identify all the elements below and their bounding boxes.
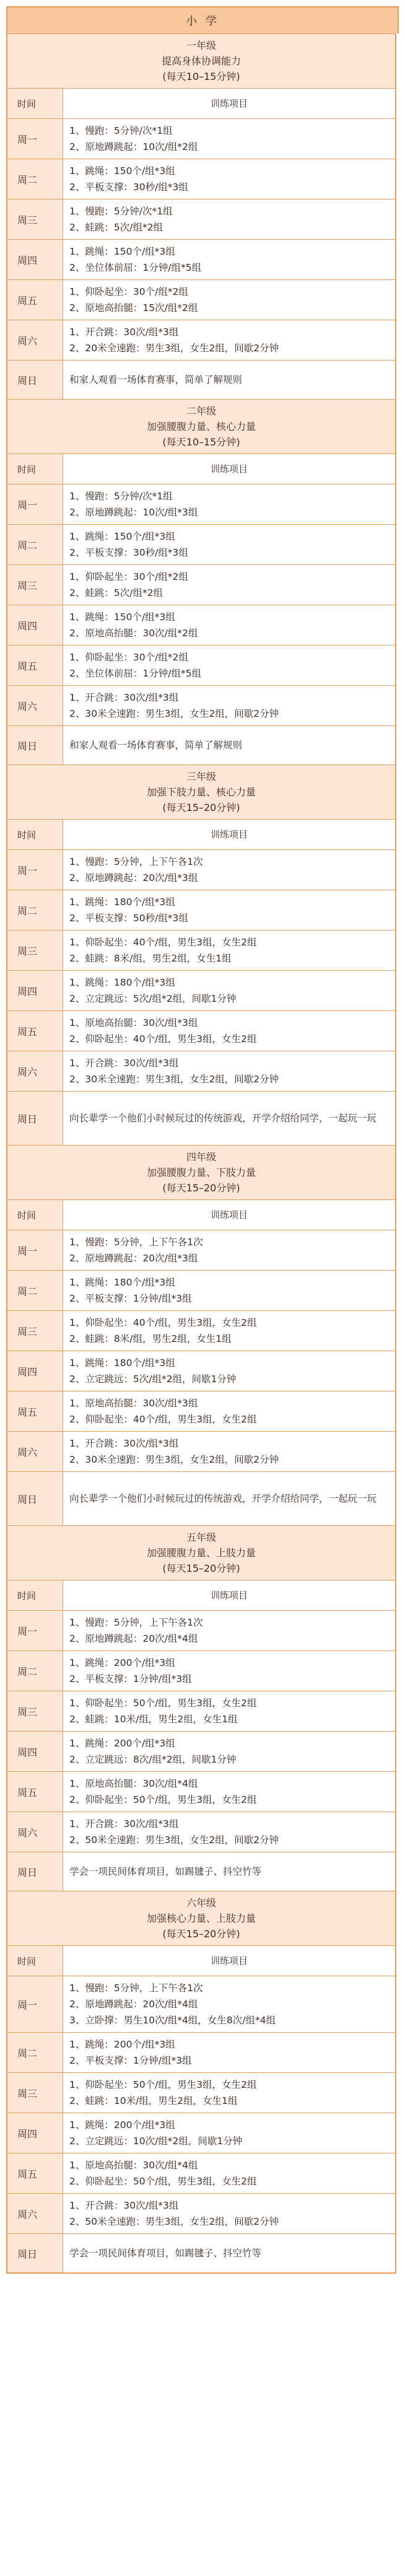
- day-label: 周六: [7, 2194, 63, 2233]
- plan-cell: [63, 1051, 395, 1091]
- plan-cell: [63, 1230, 395, 1270]
- table-row: [7, 320, 395, 361]
- day-label: 周五: [7, 1772, 63, 1812]
- plan-line: 2、平板支撑：1分钟/组*3组: [69, 1293, 192, 1304]
- grade-header: [7, 34, 395, 89]
- table-row: [7, 850, 395, 890]
- plan-line: 1、跳绳：180个/组*3组: [69, 977, 175, 988]
- day-label: 周六: [7, 686, 63, 725]
- plan-line: 2、蛙跳：5次/组*2组: [69, 222, 163, 233]
- day-label: 周六: [7, 1432, 63, 1471]
- day-label: 周六: [7, 1812, 63, 1852]
- plan-cell: [63, 931, 395, 970]
- plan-line: 2、原地蹲跳起：20次/组*4组: [69, 1633, 198, 1644]
- grade-header: [7, 765, 395, 820]
- plan-line: 1、仰卧起坐：30个/组*2组: [69, 571, 188, 582]
- grade-section: [7, 400, 395, 765]
- day-label: 周一: [7, 119, 63, 159]
- plan-line: 2、50米全速跑：男生3组，女生2组，间歇2分钟: [69, 1834, 279, 1846]
- column-header-plan: 训练项目: [210, 463, 248, 475]
- table-row: [7, 2113, 395, 2153]
- plan-line: 3、立卧撑：男生10次/组*4组，女生8次/组*4组: [69, 2015, 276, 2026]
- day-label: 周二: [7, 159, 63, 199]
- plan-line: 1、原地高抬腿：30次/组*3组: [69, 1398, 198, 1409]
- grade-duration: (每天15–20分钟): [162, 802, 240, 813]
- table-row: [7, 1391, 395, 1432]
- plan-line: 2、平板支撑：1分钟/组*3组: [69, 2055, 192, 2066]
- plan-line: 1、开合跳：30次/组*3组: [69, 2200, 179, 2211]
- plan-line: 2、立定跳远：5次/组*2组，间歇1分钟: [69, 1373, 237, 1385]
- plan-line: 1、开合跳：30次/组*3组: [69, 1818, 179, 1829]
- plan-cell: [63, 1472, 395, 1525]
- table-row: [7, 159, 395, 199]
- table-row: [7, 931, 395, 971]
- plan-cell: [63, 1011, 395, 1051]
- grade-section: [7, 1891, 395, 2272]
- plan-line: 1、跳绳：180个/组*3组: [69, 1277, 175, 1288]
- plan-cell: [63, 850, 395, 890]
- plan-line: 1、仰卧起坐：30个/组*2组: [69, 286, 188, 297]
- day-label: 周一: [7, 850, 63, 890]
- table-row: [7, 565, 395, 605]
- table-row: [7, 1011, 395, 1051]
- day-label: 周三: [7, 1311, 63, 1351]
- plan-line: 学会一项民间体育项目，如踢毽子、抖空竹等: [69, 1866, 262, 1877]
- day-label: 周一: [7, 1230, 63, 1270]
- plan-line: 2、立定跳远：5次/组*2组，间歇1分钟: [69, 993, 237, 1004]
- plan-line: 1、开合跳：30次/组*3组: [69, 692, 179, 703]
- grade-duration: (每天10–15分钟): [162, 71, 240, 82]
- plan-line: 2、蛙跳：8米/组，男生2组，女生1组: [69, 1333, 232, 1344]
- plan-line: 1、跳绳：150个/组*3组: [69, 611, 175, 623]
- plan-line: 2、30米全速跑：男生3组，女生2组，间歇2分钟: [69, 708, 279, 719]
- day-label: 周日: [7, 1852, 63, 1891]
- grade-duration: (每天10–15分钟): [162, 436, 240, 448]
- column-header-row: [7, 1200, 395, 1230]
- table-row: [7, 1976, 395, 2033]
- plan-line: 1、开合跳：30次/组*3组: [69, 1438, 179, 1449]
- grade-name: 五年级: [186, 1531, 216, 1543]
- table-row: [7, 240, 395, 280]
- plan-line: 1、跳绳：150个/组*3组: [69, 165, 175, 177]
- table-row: [7, 646, 395, 686]
- plan-line: 2、蛙跳：10米/组，男生2组，女生1组: [69, 2095, 238, 2106]
- plan-cell: [63, 320, 395, 360]
- plan-line: 1、跳绳：180个/组*3组: [69, 896, 175, 908]
- column-header-row: [7, 1580, 395, 1611]
- table-row: [7, 1230, 395, 1271]
- day-label: 周五: [7, 280, 63, 320]
- plan-line: 2、平板支撑：1分钟/组*3组: [69, 1673, 192, 1684]
- page: [0, 6, 405, 2576]
- plan-line: 2、仰卧起坐：50个/组，男生3组，女生2组: [69, 1794, 257, 1805]
- grade-goal: 提高身体协调能力: [161, 55, 241, 67]
- plan-line: 1、跳绳：200个/组*3组: [69, 1657, 175, 1668]
- plan-line: 1、跳绳：150个/组*3组: [69, 246, 175, 257]
- plan-cell: [63, 240, 395, 279]
- table-row: [7, 971, 395, 1011]
- table-row: [7, 1051, 395, 1092]
- plan-line: 1、慢跑：5分钟，上下午各1次: [69, 1237, 203, 1248]
- plan-line: 1、慢跑：5分钟，上下午各1次: [69, 1982, 203, 1994]
- day-label: 周一: [7, 1611, 63, 1650]
- column-header-plan: 训练项目: [210, 98, 248, 109]
- plan-line: 1、跳绳：200个/组*3组: [69, 1738, 175, 1749]
- plan-line: 2、仰卧起坐：50个/组，男生3组，女生2组: [69, 2176, 257, 2187]
- grade-goal: 加强核心力量、上肢力量: [146, 1912, 256, 1924]
- plan-line: 1、仰卧起坐：50个/组，男生3组，女生2组: [69, 2079, 257, 2090]
- plan-line: 2、原地高抬腿：30次/组*2组: [69, 628, 198, 639]
- plan-line: 2、蛙跳：10米/组，男生2组，女生1组: [69, 1714, 238, 1725]
- plan-cell: [63, 361, 395, 399]
- plan-line: 2、蛙跳：5次/组*2组: [69, 587, 163, 598]
- plan-cell: [63, 1391, 395, 1431]
- table-row: [7, 1611, 395, 1651]
- grade-section: [7, 765, 395, 1146]
- plan-line: 1、仰卧起坐：50个/组，男生3组，女生2组: [69, 1698, 257, 1709]
- plan-line: 1、跳绳：200个/组*3组: [69, 2039, 175, 2050]
- grade-duration: (每天15–20分钟): [162, 1928, 240, 1940]
- column-header-day: 时间: [7, 1580, 63, 1610]
- plan-line: 学会一项民间体育项目，如踢毽子、抖空竹等: [69, 2248, 262, 2259]
- column-header-day: 时间: [7, 1946, 63, 1976]
- grade-header: [7, 400, 395, 454]
- table-row: [7, 2033, 395, 2073]
- plan-cell: [63, 1092, 395, 1145]
- table-row: [7, 280, 395, 320]
- plan-line: 1、慢跑：5分钟/次*1组: [69, 125, 173, 136]
- grade-header: [7, 1891, 395, 1946]
- plan-line: 2、原地蹲跳起：20次/组*3组: [69, 872, 198, 883]
- plan-cell: [63, 2033, 395, 2072]
- plan-line: 2、立定跳远：10次/组*2组，间歇1分钟: [69, 2136, 243, 2147]
- plan-cell: [63, 2153, 395, 2193]
- plan-cell: [63, 1772, 395, 1812]
- table-row: [7, 525, 395, 565]
- day-label: 周三: [7, 199, 63, 239]
- plan-line: 2、原地蹲跳起：20次/组*3组: [69, 1253, 198, 1264]
- day-label: 周四: [7, 605, 63, 645]
- plan-cell: [63, 605, 395, 645]
- column-header-row: [7, 89, 395, 119]
- table-row: [7, 1772, 395, 1812]
- grade-header: [7, 1526, 395, 1580]
- plan-cell: [63, 1351, 395, 1391]
- table-row: [7, 1092, 395, 1146]
- table-row: [7, 1271, 395, 1311]
- plan-line: 1、开合跳：30次/组*3组: [69, 1058, 179, 1069]
- grade-header: [7, 1146, 395, 1200]
- day-label: 周一: [7, 484, 63, 524]
- table-row: [7, 1812, 395, 1852]
- table-row: [7, 1691, 395, 1732]
- day-label: 周三: [7, 1691, 63, 1731]
- day-label: 周日: [7, 726, 63, 764]
- plan-cell: [63, 1976, 395, 2032]
- column-header-plan: 训练项目: [210, 1590, 248, 1601]
- plan-line: 1、慢跑：5分钟/次*1组: [69, 206, 173, 217]
- plan-cell: [63, 119, 395, 159]
- plan-cell: [63, 1732, 395, 1771]
- day-label: 周二: [7, 1271, 63, 1310]
- plan-line: 1、慢跑：5分钟/次*1组: [69, 491, 173, 502]
- plan-cell: [63, 1271, 395, 1310]
- table-row: [7, 484, 395, 525]
- plan-line: 2、原地蹲跳起：10次/组*2组: [69, 141, 198, 152]
- day-label: 周日: [7, 361, 63, 399]
- table-row: [7, 2073, 395, 2113]
- grade-section: [7, 1146, 395, 1526]
- table-row: [7, 2234, 395, 2272]
- day-label: 周六: [7, 1051, 63, 1091]
- table-row: [7, 1651, 395, 1691]
- plan-line: 1、跳绳：150个/组*3组: [69, 531, 175, 542]
- plan-line: 2、原地蹲跳起：10次/组*3组: [69, 507, 198, 518]
- day-label: 周四: [7, 971, 63, 1010]
- plan-line: 和家人观看一场体育赛事，简单了解规则: [69, 740, 243, 751]
- plan-line: 2、坐位体前屈：1分钟/组*5组: [69, 668, 202, 679]
- plan-line: 2、立定跳远：8次/组*2组，间歇1分钟: [69, 1754, 237, 1765]
- column-header-row: [7, 820, 395, 850]
- column-header-day: 时间: [7, 1200, 63, 1230]
- column-header-day: 时间: [7, 454, 63, 484]
- grade-duration: (每天15–20分钟): [162, 1562, 240, 1574]
- day-label: 周五: [7, 1011, 63, 1051]
- plan-line: 1、慢跑：5分钟，上下午各1次: [69, 1617, 203, 1628]
- plan-cell: [63, 1651, 395, 1691]
- plan-line: 1、原地高抬腿：30次/组*4组: [69, 2160, 198, 2171]
- table-row: [7, 1732, 395, 1772]
- plan-line: 1、仰卧起坐：40个/组，男生3组，女生2组: [69, 937, 257, 948]
- plan-cell: [63, 646, 395, 685]
- day-label: 周二: [7, 525, 63, 564]
- table-row: [7, 199, 395, 240]
- plan-line: 2、平板支撑：50秒/组*3组: [69, 913, 188, 924]
- plan-line: 2、原地蹲跳起：20次/组*4组: [69, 1999, 198, 2010]
- grade-goal: 加强腰腹力量、核心力量: [146, 421, 256, 432]
- plan-line: 2、仰卧起坐：40个/组，男生3组，女生2组: [69, 1033, 257, 1045]
- table-row: [7, 2153, 395, 2194]
- plan-cell: [63, 280, 395, 320]
- plan-line: 1、仰卧起坐：40个/组，男生3组，女生2组: [69, 1317, 257, 1328]
- table-row: [7, 2194, 395, 2234]
- plan-line: 1、跳绳：200个/组*3组: [69, 2119, 175, 2131]
- day-label: 周日: [7, 1472, 63, 1525]
- day-label: 周二: [7, 2033, 63, 2072]
- plan-cell: [63, 1311, 395, 1351]
- table-row: [7, 605, 395, 646]
- plan-line: 2、原地高抬腿：15次/组*2组: [69, 302, 198, 313]
- plan-cell: [63, 686, 395, 725]
- plan-line: 2、20米全速跑：男生3组，女生2组，间歇2分钟: [69, 343, 279, 354]
- plan-cell: [63, 484, 395, 524]
- plan-cell: [63, 565, 395, 605]
- day-label: 周四: [7, 240, 63, 279]
- table-row: [7, 1311, 395, 1351]
- plan-line: 2、平板支撑：30秒/组*3组: [69, 182, 188, 193]
- plan-cell: [63, 199, 395, 239]
- plan-line: 和家人观看一场体育赛事，简单了解规则: [69, 374, 243, 385]
- table-row: [7, 890, 395, 931]
- plan-cell: [63, 1611, 395, 1650]
- table-row: [7, 361, 395, 400]
- plan-cell: [63, 1691, 395, 1731]
- day-label: 周三: [7, 931, 63, 970]
- column-header-plan: 训练项目: [210, 1955, 248, 1966]
- plan-line: 2、蛙跳：8米/组，男生2组，女生1组: [69, 953, 232, 964]
- plan-line: 2、30米全速跑：男生3组，女生2组，间歇2分钟: [69, 1454, 279, 1465]
- grade-name: 三年级: [186, 771, 216, 782]
- grade-goal: 加强下肢力量、核心力量: [146, 786, 256, 798]
- grade-name: 四年级: [186, 1151, 216, 1163]
- table-row: [7, 1472, 395, 1526]
- day-label: 周四: [7, 1732, 63, 1771]
- grade-name: 一年级: [186, 40, 216, 51]
- day-label: 周日: [7, 2234, 63, 2272]
- table-row: [7, 686, 395, 726]
- plan-cell: [63, 726, 395, 764]
- table-row: [7, 119, 395, 159]
- day-label: 周四: [7, 1351, 63, 1391]
- plan-cell: [63, 2194, 395, 2233]
- training-table: [6, 33, 396, 2274]
- grade-duration: (每天15–20分钟): [162, 1182, 240, 1194]
- grade-name: 二年级: [186, 405, 216, 417]
- column-header-day: 时间: [7, 820, 63, 849]
- plan-line: 1、慢跑：5分钟，上下午各1次: [69, 856, 203, 867]
- column-header-day: 时间: [7, 89, 63, 118]
- plan-cell: [63, 2113, 395, 2153]
- grade-goal: 加强腰腹力量、下肢力量: [146, 1167, 256, 1178]
- plan-line: 向长辈学一个他们小时候玩过的传统游戏，开学介绍给同学，一起玩一玩: [69, 1113, 377, 1124]
- table-row: [7, 1351, 395, 1391]
- plan-line: 2、仰卧起坐：40个/组，男生3组，女生2组: [69, 1414, 257, 1425]
- plan-line: 1、原地高抬腿：30次/组*4组: [69, 1778, 198, 1789]
- column-header-row: [7, 1946, 395, 1976]
- plan-cell: [63, 2073, 395, 2113]
- day-label: 周四: [7, 2113, 63, 2153]
- plan-line: 向长辈学一个他们小时候玩过的传统游戏，开学介绍给同学，一起玩一玩: [69, 1493, 377, 1504]
- page-title: 小 学: [6, 6, 399, 33]
- plan-line: 1、开合跳：30次/组*3组: [69, 326, 179, 338]
- plan-cell: [63, 159, 395, 199]
- plan-cell: [63, 890, 395, 930]
- day-label: 周三: [7, 565, 63, 605]
- plan-line: 1、原地高抬腿：30次/组*3组: [69, 1017, 198, 1028]
- day-label: 周六: [7, 320, 63, 360]
- plan-cell: [63, 1852, 395, 1891]
- day-label: 周五: [7, 646, 63, 685]
- plan-cell: [63, 971, 395, 1010]
- plan-line: 1、仰卧起坐：30个/组*2组: [69, 652, 188, 663]
- column-header-plan: 训练项目: [210, 1209, 248, 1220]
- plan-cell: [63, 1812, 395, 1852]
- plan-cell: [63, 2234, 395, 2272]
- grade-name: 六年级: [186, 1897, 216, 1909]
- day-label: 周五: [7, 1391, 63, 1431]
- plan-line: 2、30米全速跑：男生3组，女生2组，间歇2分钟: [69, 1074, 279, 1085]
- grade-section: [7, 1526, 395, 1891]
- table-row: [7, 1432, 395, 1472]
- day-label: 周二: [7, 890, 63, 930]
- plan-line: 2、平板支撑：30秒/组*3组: [69, 547, 188, 558]
- table-row: [7, 1852, 395, 1891]
- column-header-row: [7, 454, 395, 484]
- plan-line: 2、坐位体前屈：1分钟/组*5组: [69, 262, 202, 273]
- table-row: [7, 726, 395, 765]
- day-label: 周二: [7, 1651, 63, 1691]
- day-label: 周日: [7, 1092, 63, 1145]
- grade-goal: 加强腰腹力量、上肢力量: [146, 1547, 256, 1559]
- day-label: 周一: [7, 1976, 63, 2032]
- grade-section: [7, 34, 395, 400]
- plan-cell: [63, 1432, 395, 1471]
- plan-line: 2、50米全速跑：男生3组，女生2组，间歇2分钟: [69, 2216, 279, 2227]
- day-label: 周三: [7, 2073, 63, 2113]
- day-label: 周五: [7, 2153, 63, 2193]
- plan-line: 1、跳绳：180个/组*3组: [69, 1357, 175, 1369]
- plan-cell: [63, 525, 395, 564]
- column-header-plan: 训练项目: [210, 829, 248, 840]
